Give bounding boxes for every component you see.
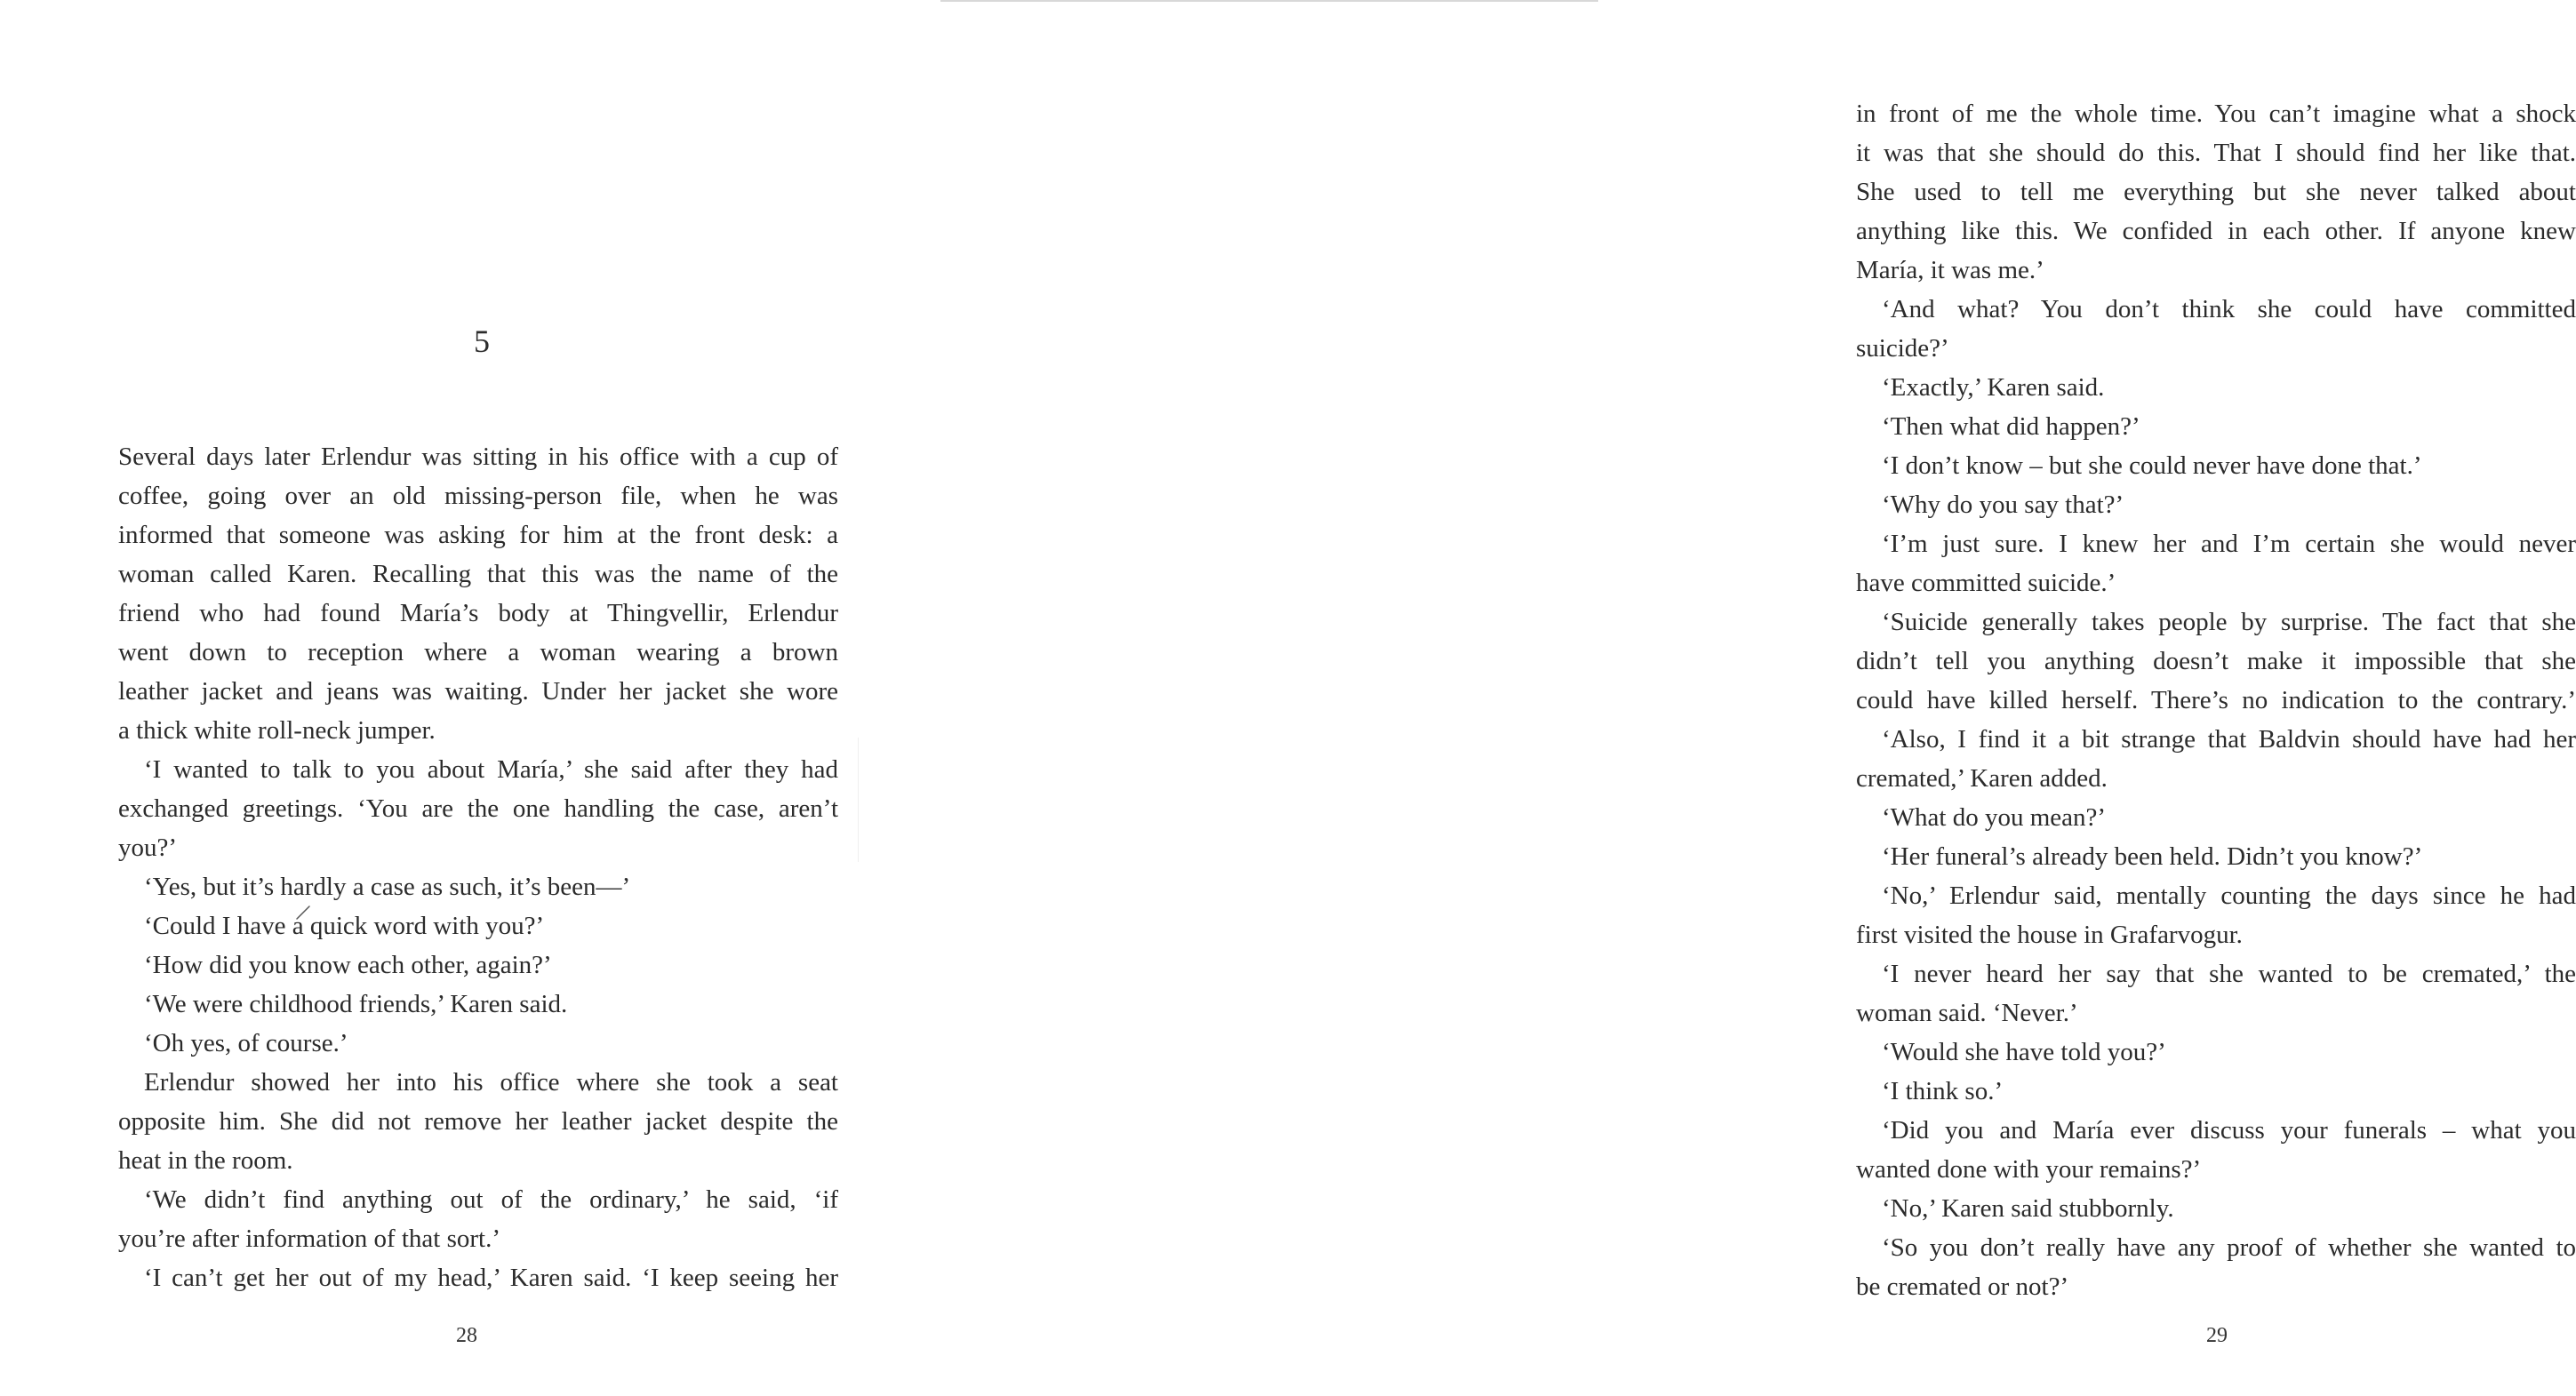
text-line: ‘I’m just sure. I knew her and I’m certain she would never <box>1882 530 2576 558</box>
text-line: ‘We didn’t find anything out of the ordinary,’ he said, ‘if <box>144 1185 838 1214</box>
text-line: ‘I never heard her say that she wanted to be cremated,’ the <box>1882 960 2576 988</box>
text-line: anything like this. We confided in each other. If anyone knew <box>1856 217 2576 245</box>
text-line: have committed suicide.’ <box>1856 569 2116 597</box>
left-page <box>0 0 889 1396</box>
text-line: opposite him. She did not remove her leather jacket despite the <box>118 1107 838 1136</box>
text-line: cremated,’ Karen added. <box>1856 764 2108 793</box>
text-line: ‘Then what did happen?’ <box>1882 412 2140 441</box>
text-line: you’re after information of that sort.’ <box>118 1224 501 1253</box>
text-line: it was that she should do this. That I should find her like that. <box>1856 139 2576 167</box>
text-line: ‘Would she have told you?’ <box>1882 1038 2166 1066</box>
text-line: woman said. ‘Never.’ <box>1856 999 2078 1027</box>
text-line: Erlendur showed her into his office where she took a seat <box>144 1068 838 1097</box>
text-line: ‘Also, I find it a bit strange that Baldvin should have had her <box>1882 725 2576 754</box>
text-line: ‘Suicide generally takes people by surprise. The fact that she <box>1882 608 2576 636</box>
text-line: informed that someone was asking for him at the front desk: a <box>118 521 838 549</box>
text-line: ‘What do you mean?’ <box>1882 803 2107 832</box>
right-page-text <box>1856 94 2576 1306</box>
text-line: could have killed herself. There’s no indication to the contrary.’ <box>1856 686 2576 714</box>
text-line: ‘No,’ Erlendur said, mentally counting the days since he had <box>1882 881 2576 910</box>
text-line: ‘And what? You don’t think she could have committed <box>1882 295 2576 323</box>
text-line: ‘Did you and María ever discuss your funerals – what you <box>1882 1116 2576 1145</box>
text-line: ‘Her funeral’s already been held. Didn’t you know?’ <box>1882 842 2423 871</box>
right-page <box>889 0 2576 1396</box>
pen-annotation-mark <box>295 905 311 921</box>
page-number: 28 <box>456 1324 477 1347</box>
text-line: ‘I wanted to talk to you about María,’ she said after they had <box>144 755 838 784</box>
text-line: ‘I think so.’ <box>1882 1077 2004 1105</box>
text-line: María, it was me.’ <box>1856 256 2044 284</box>
chapter-number: 5 <box>474 323 490 359</box>
text-line: ‘Exactly,’ Karen said. <box>1882 373 2105 402</box>
text-line: coffee, going over an old missing-person file, when he was <box>118 482 838 510</box>
text-line: didn’t tell you anything doesn’t make it impossible that she <box>1856 647 2576 675</box>
text-line: be cremated or not?’ <box>1856 1272 2069 1301</box>
text-line: ‘Oh yes, of course.’ <box>144 1029 348 1057</box>
text-line: in front of me the whole time. You can’t imagine what a shock <box>1856 100 2576 128</box>
text-line: leather jacket and jeans was waiting. Under her jacket she wore <box>118 677 838 706</box>
text-line: ‘We were childhood friends,’ Karen said. <box>144 990 568 1018</box>
text-line: ‘Could I have a quick word with you?’ <box>144 912 545 940</box>
text-line: ‘How did you know each other, again?’ <box>144 951 552 979</box>
text-line: a thick white roll-neck jumper. <box>118 716 436 745</box>
text-line: heat in the room. <box>118 1146 293 1175</box>
text-line: ‘Yes, but it’s hardly a case as such, it’s been—’ <box>144 873 631 901</box>
text-line: wanted done with your remains?’ <box>1856 1155 2202 1184</box>
text-line: ‘I can’t get her out of my head,’ Karen said. ‘I keep seeing her <box>144 1264 838 1292</box>
text-line: woman called Karen. Recalling that this was the name of the <box>118 560 838 588</box>
text-line: you?’ <box>118 834 178 862</box>
page-number: 29 <box>2206 1324 2228 1347</box>
text-line: went down to reception where a woman wearing a brown <box>118 638 838 666</box>
text-line: exchanged greetings. ‘You are the one handling the case, aren’t <box>118 794 838 823</box>
text-line: ‘Why do you say that?’ <box>1882 491 2124 519</box>
text-line: suicide?’ <box>1856 334 1949 363</box>
text-line: friend who had found María’s body at Thingvellir, Erlendur <box>118 599 838 627</box>
text-line: ‘So you don’t really have any proof of whether she wanted to <box>1882 1233 2576 1262</box>
text-line: first visited the house in Grafarvogur. <box>1856 921 2243 949</box>
left-page-text <box>118 437 838 1297</box>
text-line: ‘No,’ Karen said stubbornly. <box>1882 1194 2174 1223</box>
text-line: Several days later Erlendur was sitting in his office with a cup of <box>118 443 838 471</box>
text-line: She used to tell me everything but she never talked about <box>1856 178 2576 206</box>
text-line: ‘I don’t know – but she could never have done that.’ <box>1882 451 2422 480</box>
